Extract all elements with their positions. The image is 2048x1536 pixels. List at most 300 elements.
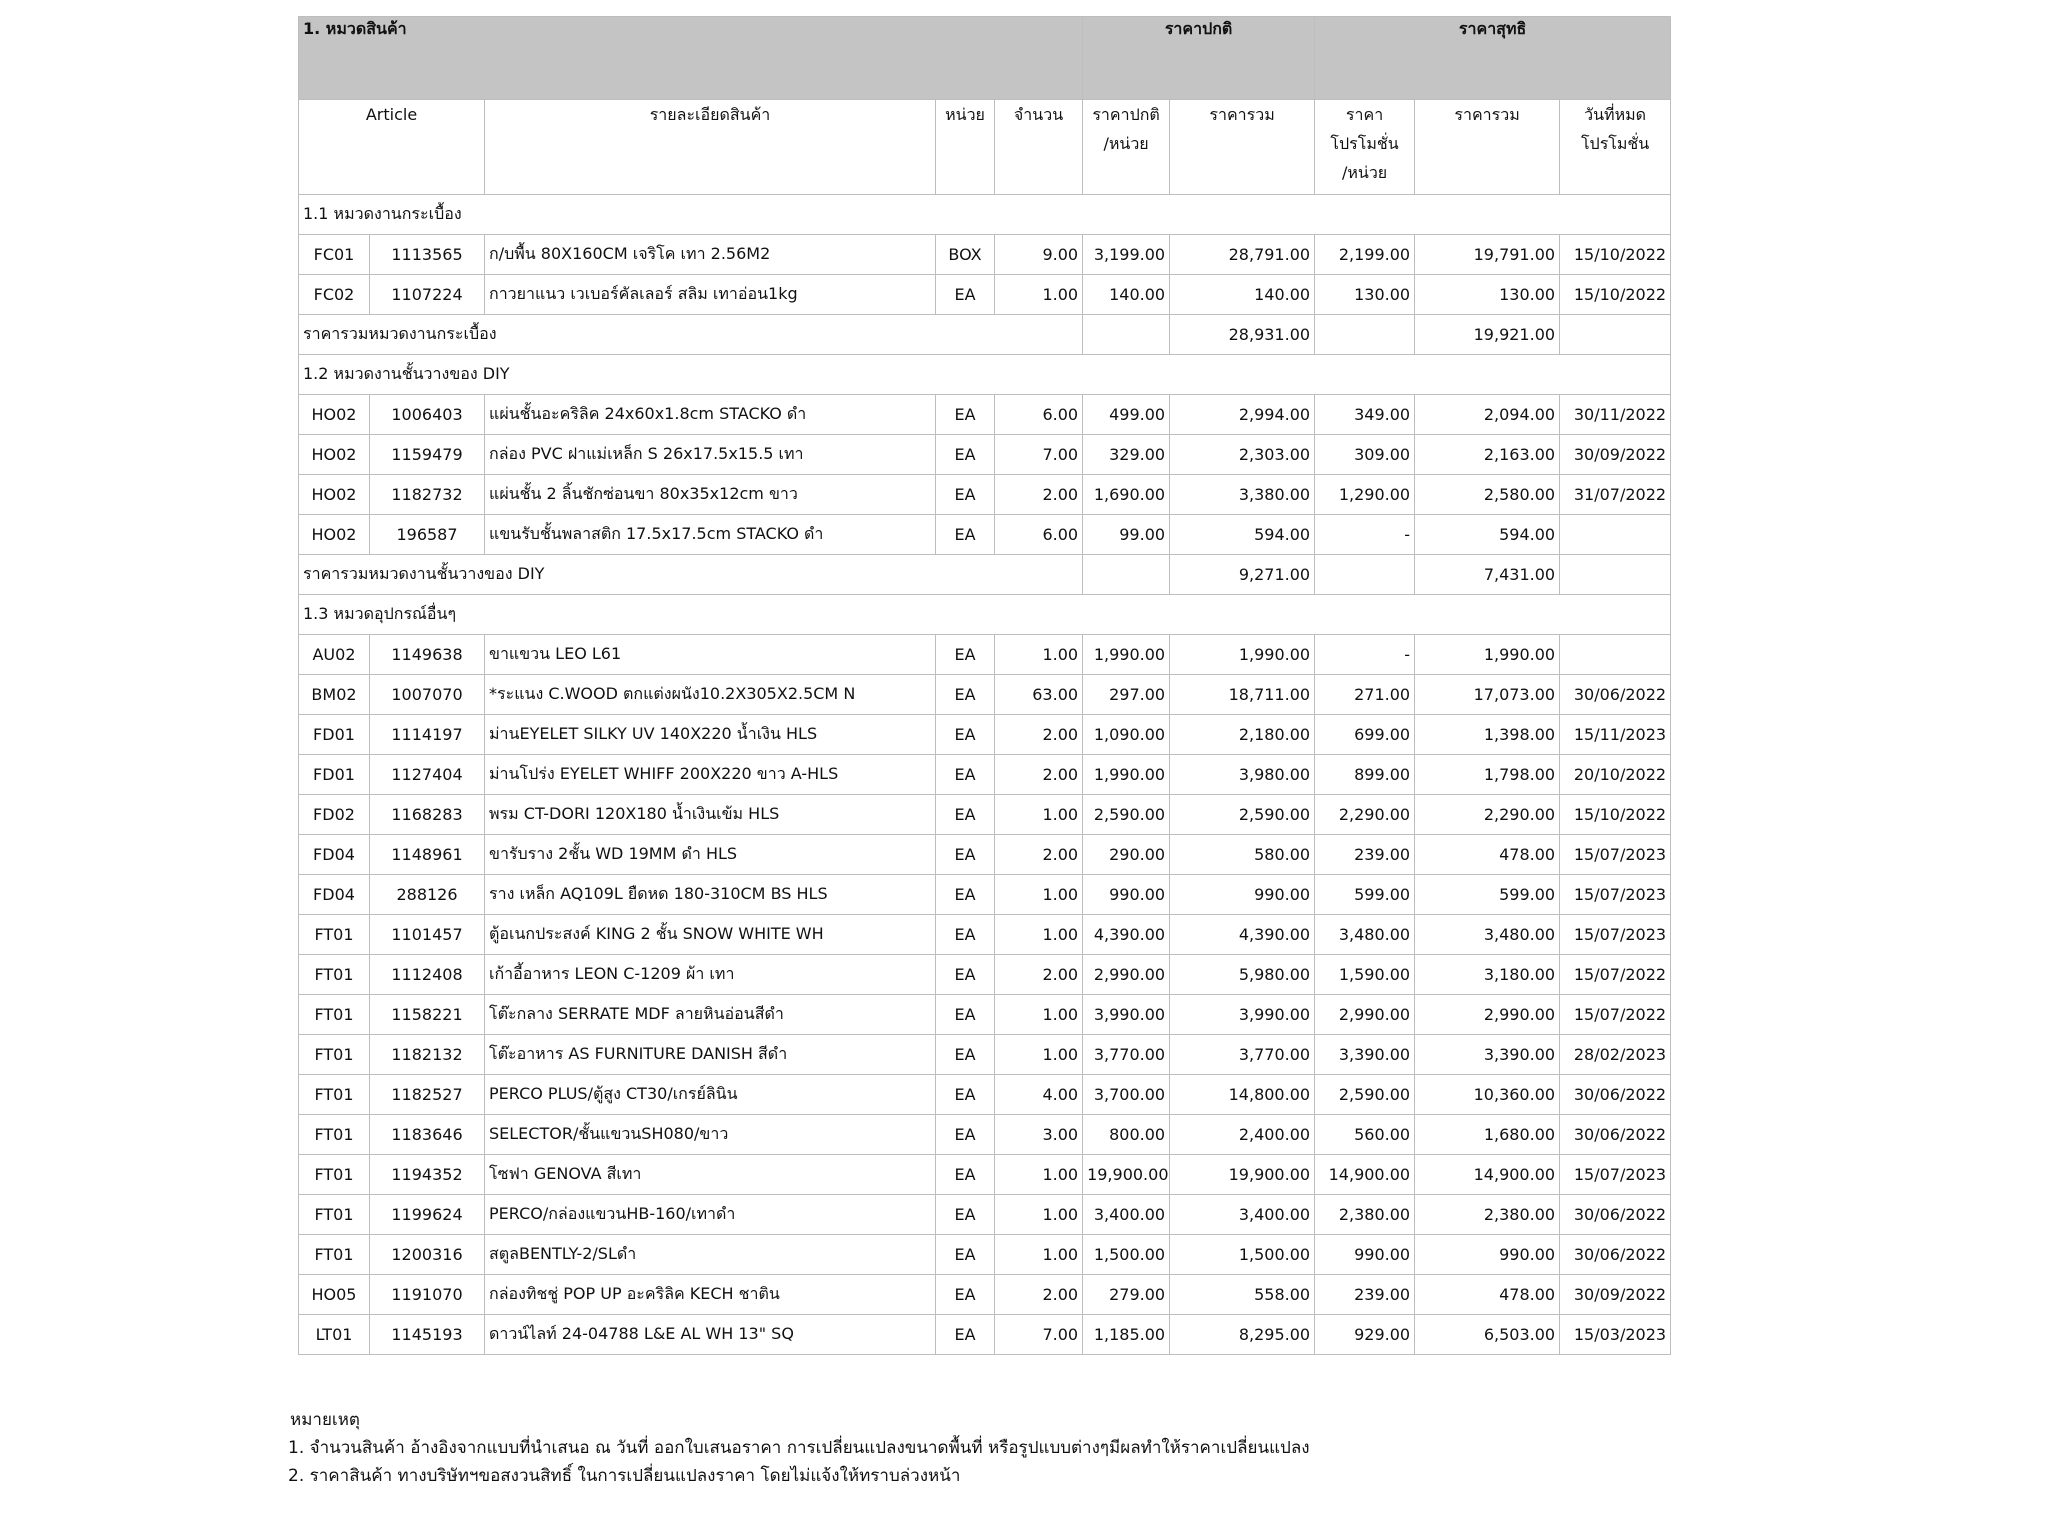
- item-quantity: 7.00: [995, 435, 1083, 475]
- item-unit: EA: [936, 915, 995, 955]
- col-quantity: จำนวน: [995, 100, 1083, 195]
- item-total: 19,900.00: [1170, 1155, 1315, 1195]
- item-total: 3,990.00: [1170, 995, 1315, 1035]
- item-unit-price: 4,390.00: [1083, 915, 1170, 955]
- item-promo-price: 2,380.00: [1315, 1195, 1415, 1235]
- item-quantity: 1.00: [995, 1195, 1083, 1235]
- item-article: 1183646: [370, 1115, 485, 1155]
- item-code: HO02: [299, 515, 370, 555]
- item-unit-price: 1,690.00: [1083, 475, 1170, 515]
- item-quantity: 2.00: [995, 755, 1083, 795]
- item-promo-price: 1,590.00: [1315, 955, 1415, 995]
- table-row: [299, 435, 1671, 475]
- subtotal-row: [299, 315, 1671, 355]
- item-code: FD01: [299, 755, 370, 795]
- item-article: 1182132: [370, 1035, 485, 1075]
- subtotal-label: ราคารวมหมวดงานชั้นวางของ DIY: [299, 555, 1083, 595]
- item-net-total: 478.00: [1415, 835, 1560, 875]
- item-article: 1168283: [370, 795, 485, 835]
- item-unit-price: 99.00: [1083, 515, 1170, 555]
- item-total: 2,400.00: [1170, 1115, 1315, 1155]
- item-unit-price: 279.00: [1083, 1275, 1170, 1315]
- net-price-group: ราคาสุทธิ: [1315, 17, 1671, 100]
- item-unit-price: 990.00: [1083, 875, 1170, 915]
- item-total: 3,980.00: [1170, 755, 1315, 795]
- item-quantity: 63.00: [995, 675, 1083, 715]
- item-code: FT01: [299, 1195, 370, 1235]
- item-promo-price: 929.00: [1315, 1315, 1415, 1355]
- item-promo-price: 14,900.00: [1315, 1155, 1415, 1195]
- item-promo-price: 2,290.00: [1315, 795, 1415, 835]
- item-total: 2,590.00: [1170, 795, 1315, 835]
- header-group-row: [299, 17, 1671, 100]
- item-quantity: 4.00: [995, 1075, 1083, 1115]
- section-title: 1.3 หมวดอุปกรณ์อื่นๆ: [299, 595, 1671, 635]
- item-unit: EA: [936, 635, 995, 675]
- item-code: HO02: [299, 395, 370, 435]
- item-description: สตูลBENTLY-2/SLดำ: [485, 1235, 936, 1275]
- item-article: 1112408: [370, 955, 485, 995]
- item-unit-price: 297.00: [1083, 675, 1170, 715]
- item-net-total: 10,360.00: [1415, 1075, 1560, 1115]
- table-row: [299, 1315, 1671, 1355]
- col-total: ราคารวม: [1170, 100, 1315, 195]
- item-promo-end: 15/07/2022: [1560, 955, 1671, 995]
- item-net-total: 3,480.00: [1415, 915, 1560, 955]
- item-description: ขารับราง 2ชั้น WD 19MM ดำ HLS: [485, 835, 936, 875]
- item-quantity: 1.00: [995, 915, 1083, 955]
- table-row: [299, 1275, 1671, 1315]
- subtotal-regular: 9,271.00: [1170, 555, 1315, 595]
- item-description: แผ่นชั้น 2 ลิ้นชักซ่อนขา 80x35x12cm ขาว: [485, 475, 936, 515]
- col-unit-price: ราคาปกติ /หน่วย: [1083, 100, 1170, 195]
- notes: [288, 1406, 1310, 1490]
- item-unit-price: 1,185.00: [1083, 1315, 1170, 1355]
- subtotal-empty: [1083, 315, 1170, 355]
- item-unit: EA: [936, 835, 995, 875]
- item-total: 1,500.00: [1170, 1235, 1315, 1275]
- table-row: [299, 795, 1671, 835]
- table-row: [299, 1075, 1671, 1115]
- item-article: 1194352: [370, 1155, 485, 1195]
- item-article: 1114197: [370, 715, 485, 755]
- item-unit: EA: [936, 1155, 995, 1195]
- section-row: [299, 595, 1671, 635]
- item-promo-price: 2,990.00: [1315, 995, 1415, 1035]
- item-promo-price: 130.00: [1315, 275, 1415, 315]
- note-line: 1. จำนวนสินค้า อ้างอิงจากแบบที่นำเสนอ ณ วันที่ ออกใบเสนอราคา การเปลี่ยนแปลงขนาดพื้นที่ หรือรูปแบบต่างๆมีผลทำให้ราคาเปลี่ยนแปลง: [288, 1438, 1310, 1458]
- category-title: 1. หมวดสินค้า: [299, 17, 1083, 100]
- col-unit: หน่วย: [936, 100, 995, 195]
- item-description: พรม CT-DORI 120X180 น้ำเงินเข้ม HLS: [485, 795, 936, 835]
- section-title: 1.2 หมวดงานชั้นวางของ DIY: [299, 355, 1671, 395]
- item-quantity: 1.00: [995, 795, 1083, 835]
- item-description: โต๊ะกลาง SERRATE MDF ลายหินอ่อนสีดำ: [485, 995, 936, 1035]
- item-quantity: 1.00: [995, 635, 1083, 675]
- table-row: [299, 675, 1671, 715]
- subtotal-net: 7,431.00: [1415, 555, 1560, 595]
- item-quantity: 6.00: [995, 395, 1083, 435]
- item-unit-price: 3,700.00: [1083, 1075, 1170, 1115]
- item-promo-price: 599.00: [1315, 875, 1415, 915]
- item-promo-price: 2,590.00: [1315, 1075, 1415, 1115]
- subtotal-regular: 28,931.00: [1170, 315, 1315, 355]
- item-article: 1149638: [370, 635, 485, 675]
- item-net-total: 2,094.00: [1415, 395, 1560, 435]
- table-row: [299, 1035, 1671, 1075]
- item-promo-end: 15/10/2022: [1560, 235, 1671, 275]
- item-description: โต๊ะอาหาร AS FURNITURE DANISH สีดำ: [485, 1035, 936, 1075]
- item-promo-end: 28/02/2023: [1560, 1035, 1671, 1075]
- item-article: 1113565: [370, 235, 485, 275]
- item-description: โซฟา GENOVA สีเทา: [485, 1155, 936, 1195]
- item-net-total: 594.00: [1415, 515, 1560, 555]
- item-net-total: 1,990.00: [1415, 635, 1560, 675]
- item-unit-price: 140.00: [1083, 275, 1170, 315]
- table-row: [299, 1115, 1671, 1155]
- item-code: FT01: [299, 1035, 370, 1075]
- item-total: 14,800.00: [1170, 1075, 1315, 1115]
- item-code: FD02: [299, 795, 370, 835]
- item-description: แขนรับชั้นพลาสติก 17.5x17.5cm STACKO ดำ: [485, 515, 936, 555]
- item-net-total: 2,990.00: [1415, 995, 1560, 1035]
- item-article: 196587: [370, 515, 485, 555]
- item-code: BM02: [299, 675, 370, 715]
- item-total: 140.00: [1170, 275, 1315, 315]
- item-unit: EA: [936, 1035, 995, 1075]
- item-unit: BOX: [936, 235, 995, 275]
- item-net-total: 990.00: [1415, 1235, 1560, 1275]
- item-promo-end: [1560, 635, 1671, 675]
- item-article: 1182732: [370, 475, 485, 515]
- item-quantity: 1.00: [995, 275, 1083, 315]
- item-description: ดาวน์ไลท์ 24-04788 L&E AL WH 13" SQ: [485, 1315, 936, 1355]
- subtotal-net: 19,921.00: [1415, 315, 1560, 355]
- item-total: 8,295.00: [1170, 1315, 1315, 1355]
- table-row: [299, 995, 1671, 1035]
- subtotal-row: [299, 555, 1671, 595]
- item-quantity: 1.00: [995, 995, 1083, 1035]
- item-code: FD01: [299, 715, 370, 755]
- item-unit-price: 2,990.00: [1083, 955, 1170, 995]
- item-net-total: 1,680.00: [1415, 1115, 1560, 1155]
- item-quantity: 6.00: [995, 515, 1083, 555]
- item-total: 2,303.00: [1170, 435, 1315, 475]
- item-unit-price: 499.00: [1083, 395, 1170, 435]
- item-quantity: 1.00: [995, 1155, 1083, 1195]
- item-code: LT01: [299, 1315, 370, 1355]
- table-row: [299, 1235, 1671, 1275]
- item-code: HO02: [299, 435, 370, 475]
- item-quantity: 7.00: [995, 1315, 1083, 1355]
- regular-price-group: ราคาปกติ: [1083, 17, 1315, 100]
- item-article: 1200316: [370, 1235, 485, 1275]
- item-unit: EA: [936, 275, 995, 315]
- item-quantity: 2.00: [995, 955, 1083, 995]
- item-unit: EA: [936, 1115, 995, 1155]
- item-code: FT01: [299, 995, 370, 1035]
- note-line: 2. ราคาสินค้า ทางบริษัทฯขอสงวนสิทธิ์ ในการเปลี่ยนแปลงราคา โดยไม่แจ้งให้ทราบล่วงหน้า: [288, 1466, 961, 1486]
- item-description: ขาแขวน LEO L61: [485, 635, 936, 675]
- table-row: [299, 275, 1671, 315]
- item-net-total: 19,791.00: [1415, 235, 1560, 275]
- item-unit: EA: [936, 675, 995, 715]
- column-header-row: [299, 100, 1671, 195]
- item-code: HO05: [299, 1275, 370, 1315]
- item-unit-price: 3,400.00: [1083, 1195, 1170, 1235]
- item-quantity: 9.00: [995, 235, 1083, 275]
- item-article: 1159479: [370, 435, 485, 475]
- item-promo-price: 990.00: [1315, 1235, 1415, 1275]
- item-code: FT01: [299, 955, 370, 995]
- item-promo-end: 15/07/2022: [1560, 995, 1671, 1035]
- item-total: 2,994.00: [1170, 395, 1315, 435]
- item-unit: EA: [936, 995, 995, 1035]
- item-code: FD04: [299, 835, 370, 875]
- table-row: [299, 475, 1671, 515]
- item-net-total: 17,073.00: [1415, 675, 1560, 715]
- item-unit-price: 1,990.00: [1083, 635, 1170, 675]
- item-description: เก้าอี้อาหาร LEON C-1209 ผ้า เทา: [485, 955, 936, 995]
- col-promo-price: ราคา โปรโมชั่น /หน่วย: [1315, 100, 1415, 195]
- item-code: FC01: [299, 235, 370, 275]
- item-code: FC02: [299, 275, 370, 315]
- item-description: กล่องทิชชู่ POP UP อะคริลิค KECH ชาติน: [485, 1275, 936, 1315]
- item-article: 1199624: [370, 1195, 485, 1235]
- item-quantity: 1.00: [995, 875, 1083, 915]
- item-total: 4,390.00: [1170, 915, 1315, 955]
- item-quantity: 3.00: [995, 1115, 1083, 1155]
- item-unit: EA: [936, 795, 995, 835]
- item-code: FT01: [299, 1235, 370, 1275]
- item-description: PERCO PLUS/ตู้สูง CT30/เกรย์ลินิน: [485, 1075, 936, 1115]
- item-description: SELECTOR/ชั้นแขวนSH080/ขาว: [485, 1115, 936, 1155]
- item-net-total: 2,580.00: [1415, 475, 1560, 515]
- notes-title: หมายเหตุ: [290, 1410, 360, 1430]
- item-promo-end: 30/11/2022: [1560, 395, 1671, 435]
- table-row: [299, 715, 1671, 755]
- item-net-total: 599.00: [1415, 875, 1560, 915]
- item-promo-end: 30/06/2022: [1560, 1075, 1671, 1115]
- table-row: [299, 875, 1671, 915]
- quotation-table: [298, 16, 1671, 1355]
- item-net-total: 3,390.00: [1415, 1035, 1560, 1075]
- item-total: 594.00: [1170, 515, 1315, 555]
- col-description: รายละเอียดสินค้า: [485, 100, 936, 195]
- item-code: FT01: [299, 1155, 370, 1195]
- item-promo-end: 15/03/2023: [1560, 1315, 1671, 1355]
- subtotal-empty: [1315, 315, 1415, 355]
- section-row: [299, 195, 1671, 235]
- item-total: 3,400.00: [1170, 1195, 1315, 1235]
- item-promo-price: -: [1315, 635, 1415, 675]
- item-promo-end: 30/06/2022: [1560, 1115, 1671, 1155]
- item-promo-end: 30/09/2022: [1560, 1275, 1671, 1315]
- item-unit: EA: [936, 1235, 995, 1275]
- item-unit: EA: [936, 1315, 995, 1355]
- table-row: [299, 395, 1671, 435]
- item-article: 1191070: [370, 1275, 485, 1315]
- item-quantity: 2.00: [995, 835, 1083, 875]
- item-total: 5,980.00: [1170, 955, 1315, 995]
- item-promo-price: 3,390.00: [1315, 1035, 1415, 1075]
- item-quantity: 1.00: [995, 1035, 1083, 1075]
- table-row: [299, 1155, 1671, 1195]
- item-code: FT01: [299, 1115, 370, 1155]
- item-promo-price: 239.00: [1315, 835, 1415, 875]
- item-unit-price: 2,590.00: [1083, 795, 1170, 835]
- item-article: 1101457: [370, 915, 485, 955]
- item-unit-price: 3,199.00: [1083, 235, 1170, 275]
- col-article: Article: [299, 100, 485, 195]
- item-article: 1148961: [370, 835, 485, 875]
- item-total: 18,711.00: [1170, 675, 1315, 715]
- item-promo-price: 271.00: [1315, 675, 1415, 715]
- item-total: 580.00: [1170, 835, 1315, 875]
- item-code: HO02: [299, 475, 370, 515]
- item-quantity: 2.00: [995, 475, 1083, 515]
- item-promo-end: 31/07/2022: [1560, 475, 1671, 515]
- item-promo-price: 309.00: [1315, 435, 1415, 475]
- item-promo-price: 349.00: [1315, 395, 1415, 435]
- item-description: *ระแนง C.WOOD ตกแต่งผนัง10.2X305X2.5CM N: [485, 675, 936, 715]
- item-total: 990.00: [1170, 875, 1315, 915]
- item-code: AU02: [299, 635, 370, 675]
- item-net-total: 3,180.00: [1415, 955, 1560, 995]
- table-row: [299, 515, 1671, 555]
- item-promo-price: 899.00: [1315, 755, 1415, 795]
- item-description: กาวยาแนว เวเบอร์คัลเลอร์ สลิม เทาอ่อน1kg: [485, 275, 936, 315]
- item-net-total: 1,398.00: [1415, 715, 1560, 755]
- item-promo-end: 15/07/2023: [1560, 835, 1671, 875]
- item-code: FT01: [299, 1075, 370, 1115]
- subtotal-empty: [1083, 555, 1170, 595]
- item-net-total: 478.00: [1415, 1275, 1560, 1315]
- item-total: 3,770.00: [1170, 1035, 1315, 1075]
- item-promo-end: 15/07/2023: [1560, 915, 1671, 955]
- item-promo-end: 30/06/2022: [1560, 675, 1671, 715]
- item-unit-price: 290.00: [1083, 835, 1170, 875]
- col-net-total: ราคารวม: [1415, 100, 1560, 195]
- table-row: [299, 635, 1671, 675]
- col-promo-end: วันที่หมด โปรโมชั่น: [1560, 100, 1671, 195]
- item-unit: EA: [936, 1195, 995, 1235]
- item-unit-price: 1,990.00: [1083, 755, 1170, 795]
- item-total: 28,791.00: [1170, 235, 1315, 275]
- item-description: ตู้อเนกประสงค์ KING 2 ชั้น SNOW WHITE WH: [485, 915, 936, 955]
- item-promo-end: 20/10/2022: [1560, 755, 1671, 795]
- item-promo-price: -: [1315, 515, 1415, 555]
- item-unit: EA: [936, 435, 995, 475]
- item-unit: EA: [936, 875, 995, 915]
- item-unit: EA: [936, 955, 995, 995]
- item-description: แผ่นชั้นอะคริลิค 24x60x1.8cm STACKO ดำ: [485, 395, 936, 435]
- item-promo-end: 15/11/2023: [1560, 715, 1671, 755]
- item-promo-price: 3,480.00: [1315, 915, 1415, 955]
- item-unit-price: 3,990.00: [1083, 995, 1170, 1035]
- item-quantity: 1.00: [995, 1235, 1083, 1275]
- item-article: 1107224: [370, 275, 485, 315]
- item-description: กล่อง PVC ฝาแม่เหล็ก S 26x17.5x15.5 เทา: [485, 435, 936, 475]
- item-net-total: 1,798.00: [1415, 755, 1560, 795]
- item-unit-price: 800.00: [1083, 1115, 1170, 1155]
- item-total: 3,380.00: [1170, 475, 1315, 515]
- item-promo-end: 30/06/2022: [1560, 1195, 1671, 1235]
- item-quantity: 2.00: [995, 715, 1083, 755]
- item-promo-price: 2,199.00: [1315, 235, 1415, 275]
- item-description: PERCO/กล่องแขวนHB-160/เทาดำ: [485, 1195, 936, 1235]
- item-promo-price: 239.00: [1315, 1275, 1415, 1315]
- item-unit: EA: [936, 755, 995, 795]
- item-unit-price: 329.00: [1083, 435, 1170, 475]
- item-promo-end: 15/10/2022: [1560, 275, 1671, 315]
- item-unit: EA: [936, 475, 995, 515]
- item-quantity: 2.00: [995, 1275, 1083, 1315]
- item-article: 1158221: [370, 995, 485, 1035]
- table-row: [299, 755, 1671, 795]
- item-net-total: 2,380.00: [1415, 1195, 1560, 1235]
- item-unit-price: 3,770.00: [1083, 1035, 1170, 1075]
- item-net-total: 2,290.00: [1415, 795, 1560, 835]
- item-total: 558.00: [1170, 1275, 1315, 1315]
- item-net-total: 2,163.00: [1415, 435, 1560, 475]
- item-article: 288126: [370, 875, 485, 915]
- table-row: [299, 955, 1671, 995]
- item-unit: EA: [936, 1075, 995, 1115]
- item-promo-price: 1,290.00: [1315, 475, 1415, 515]
- item-net-total: 6,503.00: [1415, 1315, 1560, 1355]
- item-code: FT01: [299, 915, 370, 955]
- item-promo-price: 560.00: [1315, 1115, 1415, 1155]
- item-net-total: 14,900.00: [1415, 1155, 1560, 1195]
- item-article: 1006403: [370, 395, 485, 435]
- table-row: [299, 835, 1671, 875]
- item-code: FD04: [299, 875, 370, 915]
- item-unit: EA: [936, 395, 995, 435]
- item-unit: EA: [936, 1275, 995, 1315]
- item-unit: EA: [936, 515, 995, 555]
- table-row: [299, 1195, 1671, 1235]
- subtotal-label: ราคารวมหมวดงานกระเบื้อง: [299, 315, 1083, 355]
- item-promo-end: 30/09/2022: [1560, 435, 1671, 475]
- item-promo-end: 15/10/2022: [1560, 795, 1671, 835]
- table-row: [299, 235, 1671, 275]
- subtotal-empty: [1560, 315, 1671, 355]
- item-article: 1145193: [370, 1315, 485, 1355]
- subtotal-empty: [1315, 555, 1415, 595]
- item-promo-end: 15/07/2023: [1560, 1155, 1671, 1195]
- item-unit-price: 1,500.00: [1083, 1235, 1170, 1275]
- item-article: 1182527: [370, 1075, 485, 1115]
- item-article: 1127404: [370, 755, 485, 795]
- section-row: [299, 355, 1671, 395]
- item-description: ม่านโปร่ง EYELET WHIFF 200X220 ขาว A-HLS: [485, 755, 936, 795]
- item-unit: EA: [936, 715, 995, 755]
- item-article: 1007070: [370, 675, 485, 715]
- item-description: ก/บพื้น 80X160CM เจริโค เทา 2.56M2: [485, 235, 936, 275]
- item-promo-end: 15/07/2023: [1560, 875, 1671, 915]
- section-title: 1.1 หมวดงานกระเบื้อง: [299, 195, 1671, 235]
- item-promo-end: [1560, 515, 1671, 555]
- item-unit-price: 19,900.00: [1083, 1155, 1170, 1195]
- item-total: 2,180.00: [1170, 715, 1315, 755]
- subtotal-empty: [1560, 555, 1671, 595]
- item-unit-price: 1,090.00: [1083, 715, 1170, 755]
- item-total: 1,990.00: [1170, 635, 1315, 675]
- table-row: [299, 915, 1671, 955]
- item-net-total: 130.00: [1415, 275, 1560, 315]
- item-description: ม่านEYELET SILKY UV 140X220 น้ำเงิน HLS: [485, 715, 936, 755]
